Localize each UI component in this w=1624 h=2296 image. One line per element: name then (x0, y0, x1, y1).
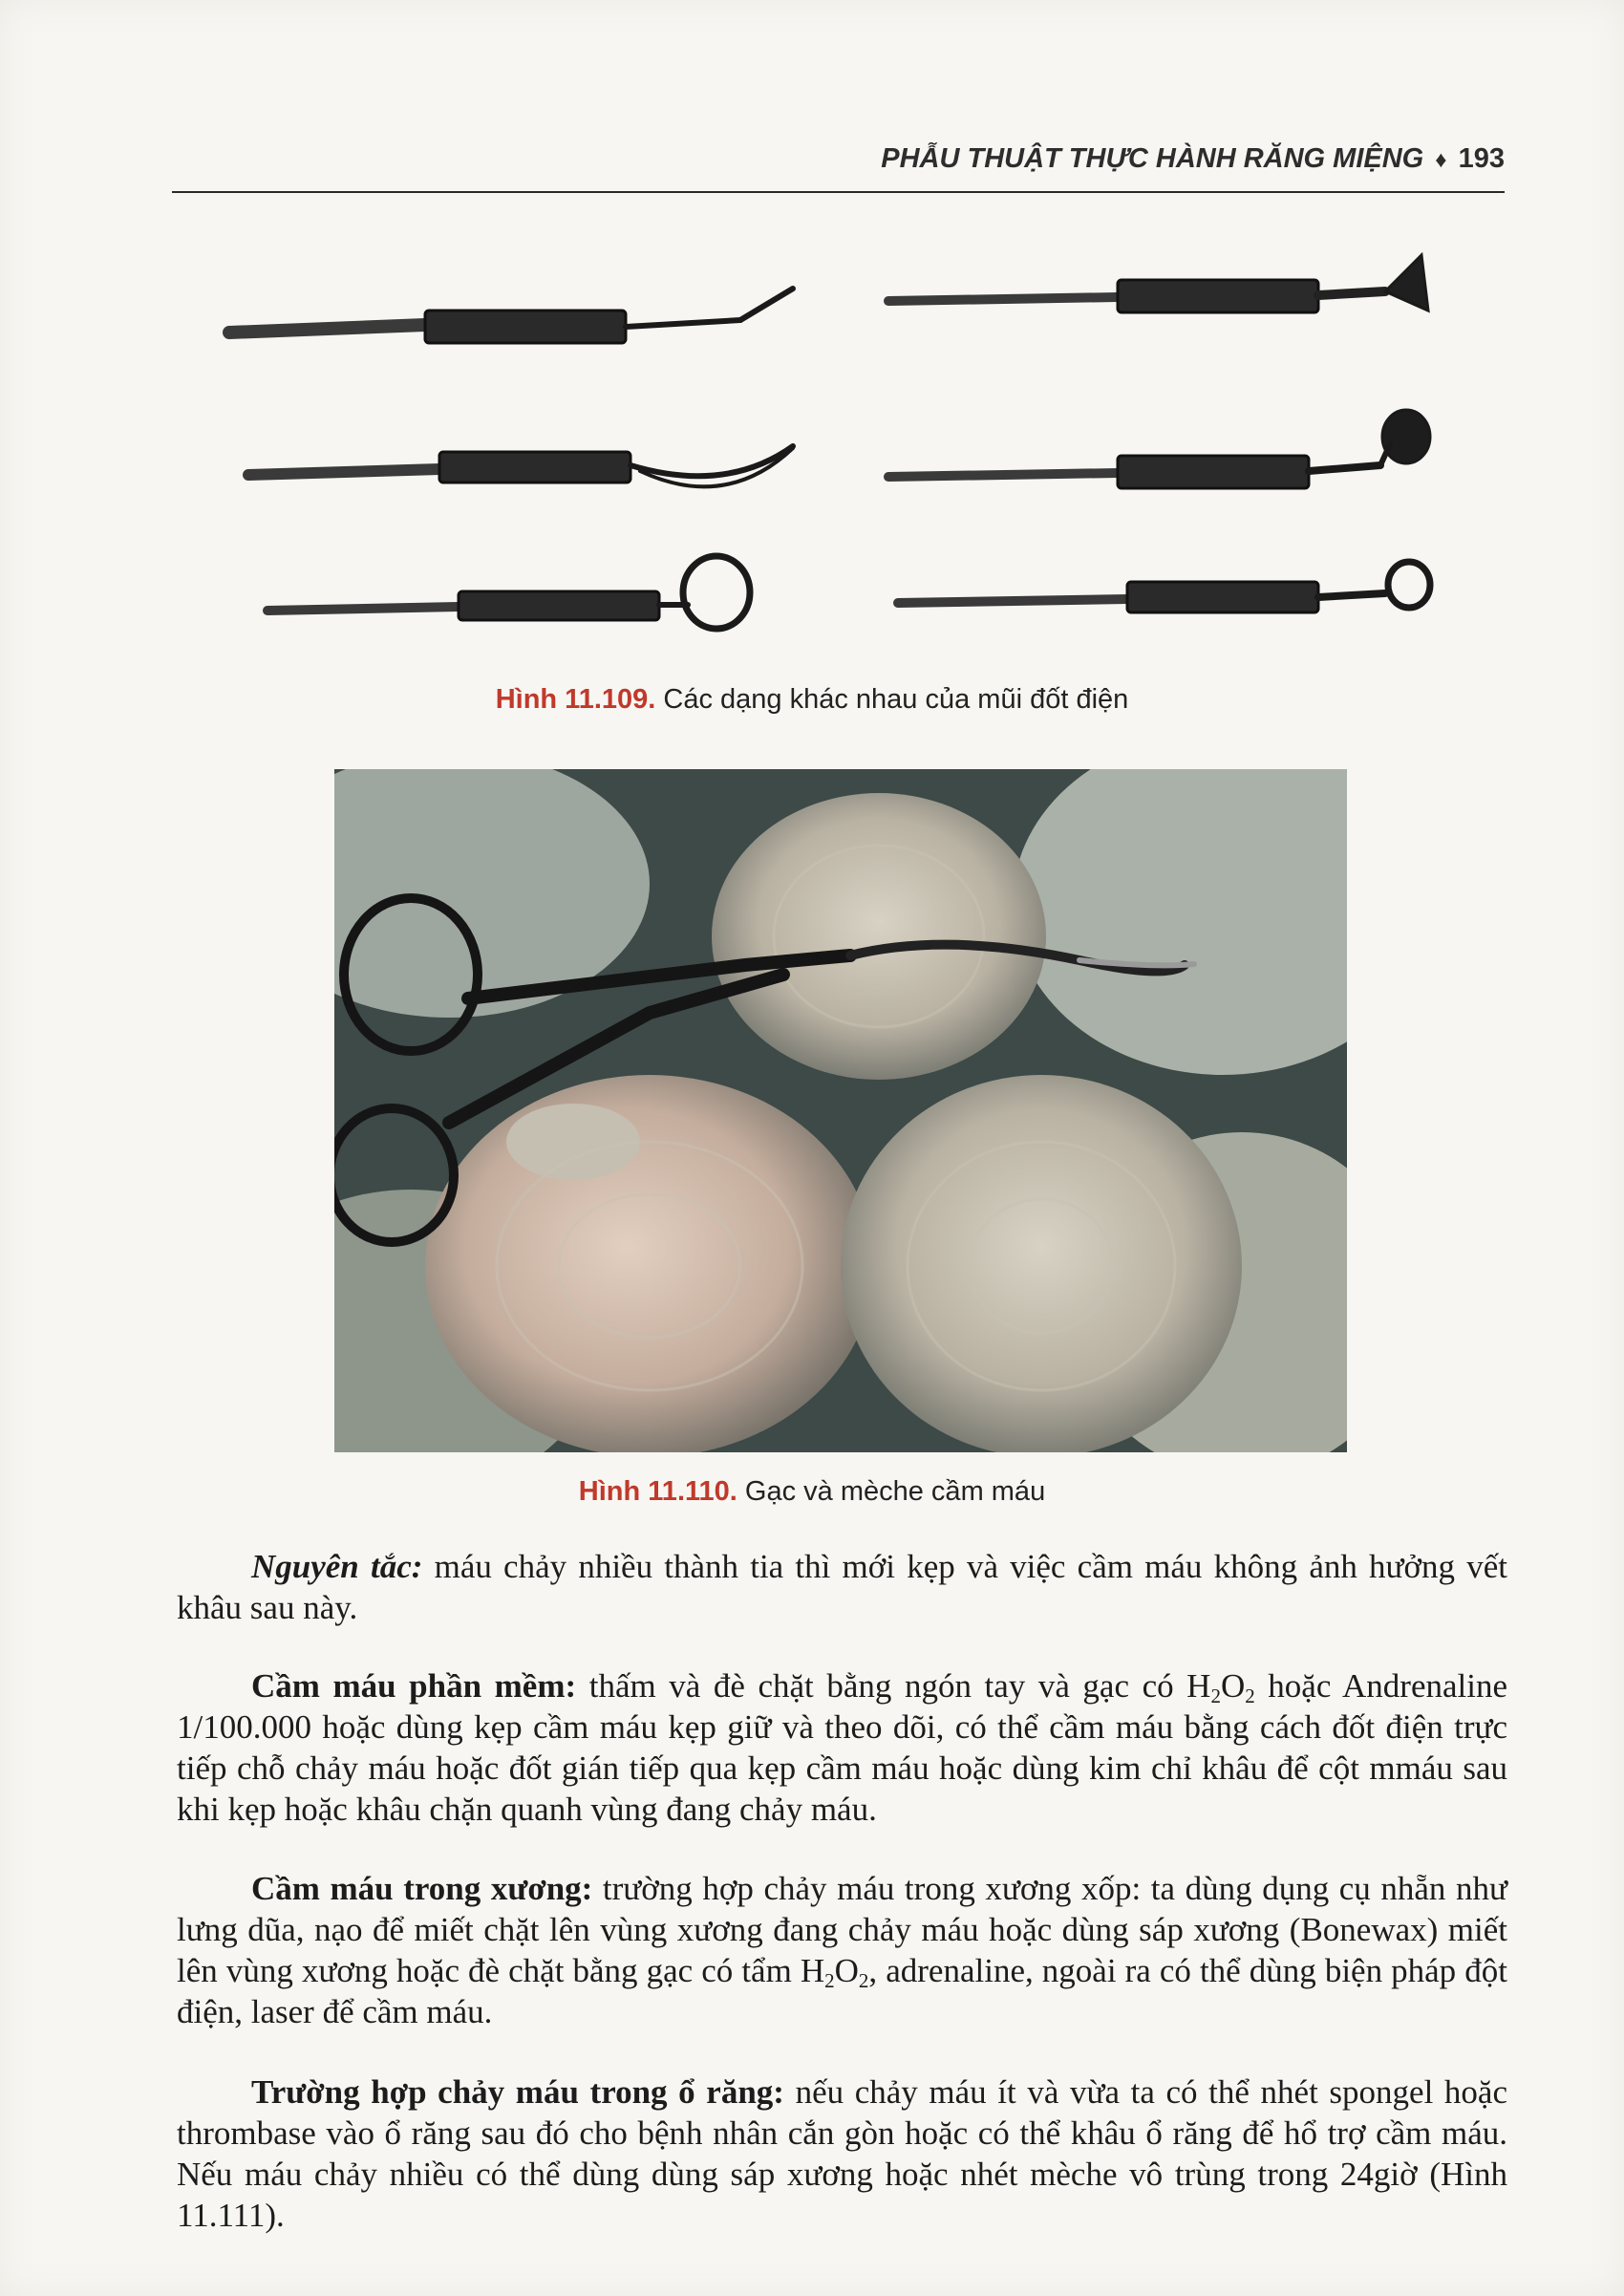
paragraph-lead: Cầm máu trong xương: (251, 1870, 593, 1907)
small-loop-tip-instrument (898, 562, 1430, 612)
figure-number-109: Hình 11.109. (495, 684, 656, 715)
header-title: PHẪU THUẬT THỰC HÀNH RĂNG MIỆNG (881, 143, 1424, 174)
electrocautery-tips-figure (191, 244, 1490, 683)
paragraph-cam-mau-phan-mem (177, 1665, 1507, 1830)
figure-caption-text-109: Các dạng khác nhau của mũi đốt điện (663, 684, 1129, 715)
gauze-roll (841, 1075, 1242, 1452)
paragraph-text: , adrenaline, ngoài ra có thể dùng biện pháp đột điện, laser để cầm máu. (177, 1952, 1507, 2030)
subscript: 2 (1210, 1684, 1221, 1707)
paragraph-nguyen-tac (177, 1546, 1507, 1628)
gauze-roll (712, 793, 1046, 1080)
paragraph-text: hoặc Andrenaline 1/100.000 hoặc dùng kẹp cầm máu kẹp giữ và theo dõi, có thể cầm máu bằng cách đốt điện trực tiếp chỗ chảy máu hoặc đốt gián tiếp qua kẹp cầm máu hoặc dùng kim chỉ khâu để cột mmáu sau khi kẹp hoặc khâu chặn quanh vùng đang chảy máu. (177, 1667, 1507, 1828)
needle-tip-instrument (229, 289, 793, 343)
gauze-and-hemostat-photo (334, 769, 1347, 1452)
figure-caption-109 (0, 684, 1624, 716)
page-number: 193 (1458, 143, 1505, 174)
header-separator: ♦ (1435, 147, 1447, 173)
subscript: 2 (858, 1969, 869, 1992)
paragraph-lead: Cầm máu phần mềm: (251, 1667, 577, 1705)
figure-caption-110 (0, 1476, 1624, 1508)
subscript: 2 (824, 1969, 835, 1992)
paragraph-text: thấm và đè chặt bằng ngón tay và gạc có H (576, 1667, 1211, 1705)
figure-number-110: Hình 11.110. (578, 1476, 737, 1507)
paragraph-cam-mau-trong-xuong (177, 1868, 1507, 2032)
paragraph-text: O (1220, 1667, 1246, 1705)
paragraph-lead: Trường hợp chảy máu trong ổ răng: (251, 2073, 784, 2111)
loop-tip-instrument (267, 556, 750, 629)
gauze-roll (425, 1075, 874, 1452)
ball-tip-instrument (888, 410, 1430, 488)
running-header (172, 143, 1505, 193)
paragraph-text: O (834, 1952, 859, 1989)
paragraph-chay-mau-o-rang (177, 2071, 1507, 2236)
paragraph-text: nếu chảy máu ít và vừa ta có thể nhét spongel hoặc thrombase vào ổ răng sau đó cho bệnh nhân cắn gòn hoặc có thể khâu ổ răng để hổ trợ cầm máu. Nếu máu chảy nhiều có thể dùng dùng sáp xương hoặc nhét mèche vô trùng trong 24giờ (Hình 11.111). (177, 2073, 1507, 2234)
subscript: 2 (1245, 1684, 1255, 1707)
flared-disc-tip-instrument (888, 255, 1428, 312)
paragraph-text: máu chảy nhiều thành tia thì mới kẹp và việc cầm máu không ảnh hưởng vết khâu sau này. (177, 1548, 1507, 1626)
figure-caption-text-110: Gạc và mèche cầm máu (744, 1476, 1046, 1507)
paragraph-lead: Nguyên tắc: (251, 1548, 423, 1585)
paragraph-text: trường hợp chảy máu trong xương xốp: ta dùng dụng cụ nhẵn như lưng dũa, nạo để miết chặt lên vùng xương đang chảy máu hoặc dùng sáp xương (Bonewax) miết lên vùng xương hoặc đè chặt bằng gạc có tẩm H (177, 1870, 1507, 1989)
spoon-tip-instrument (248, 446, 793, 486)
